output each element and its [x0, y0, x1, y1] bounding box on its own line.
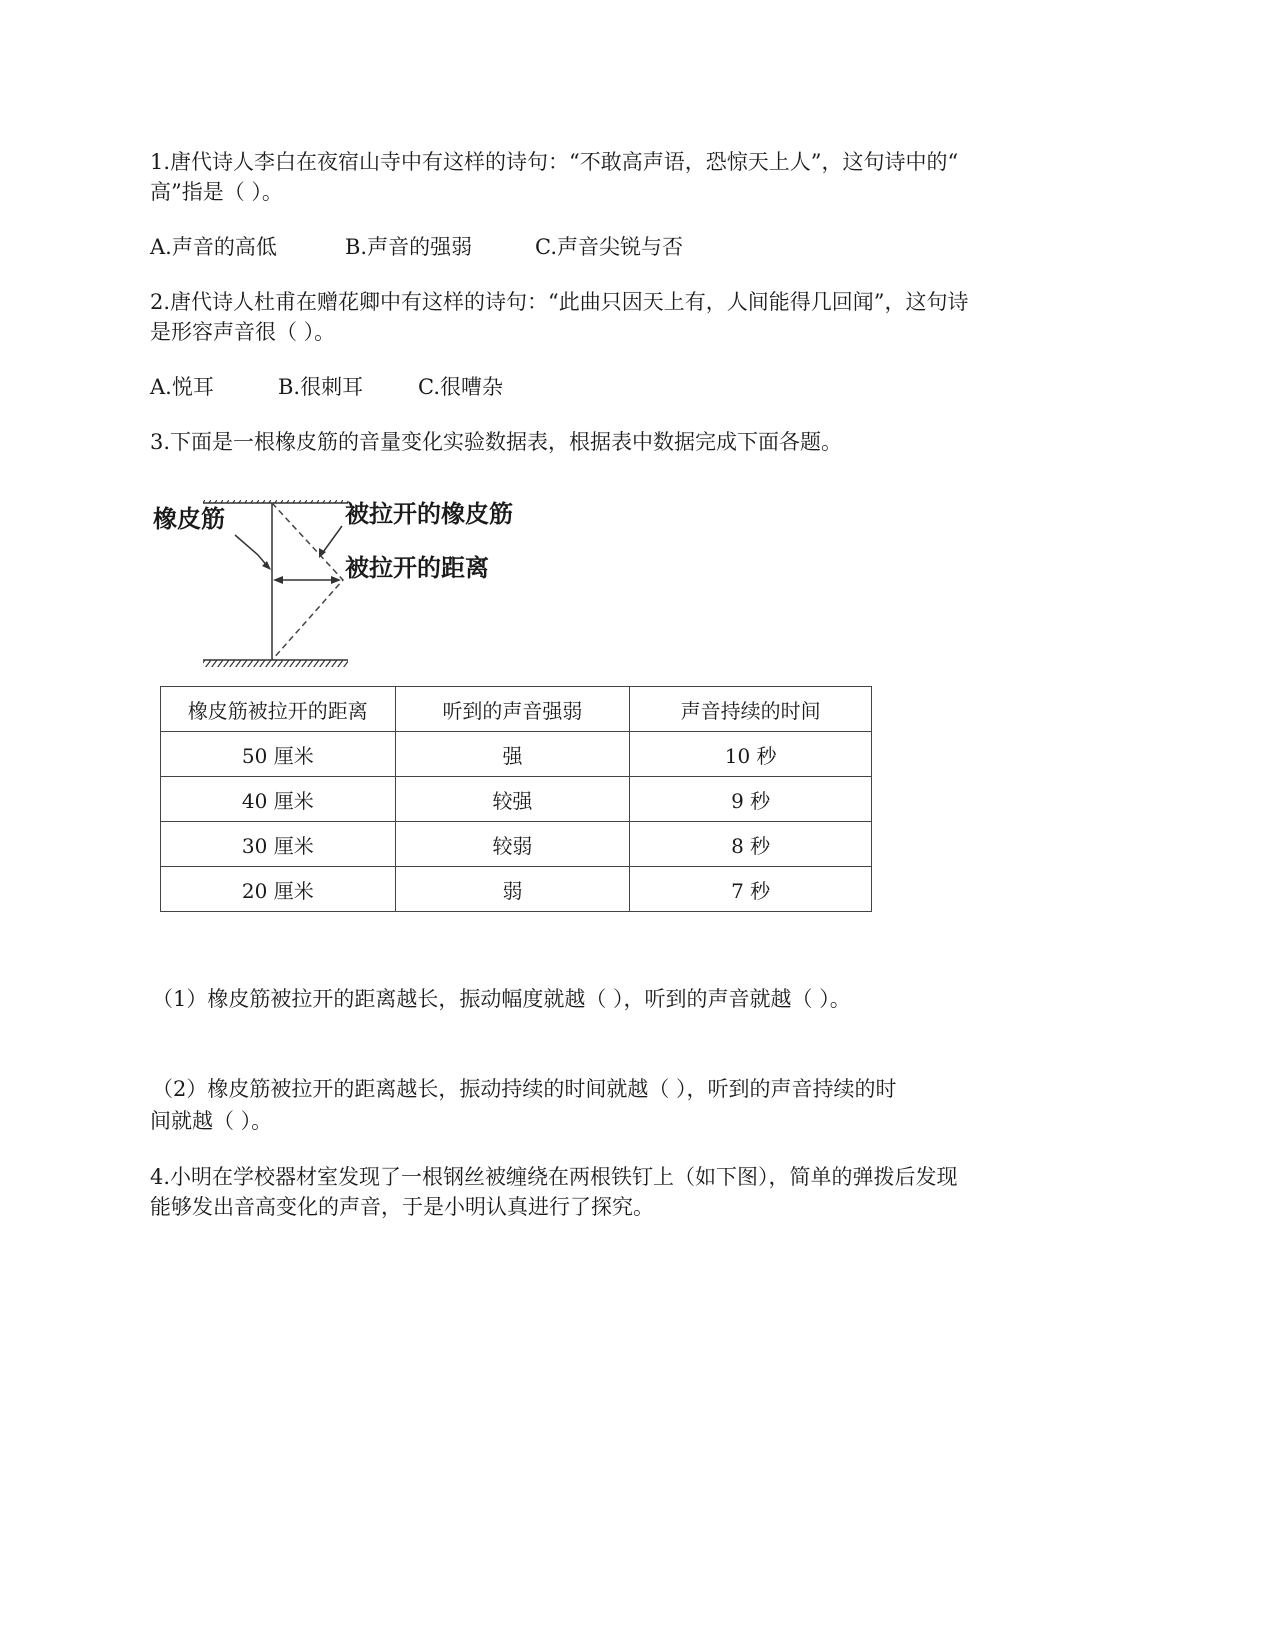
- q1-text-line2: 高”指是（ ）。: [150, 180, 283, 204]
- q1-option-a: A.声音的高低: [150, 235, 277, 259]
- table-cell-distance: 50 厘米: [161, 732, 396, 777]
- q3-sub2-line1: （2）橡皮筋被拉开的距离越长，振动持续的时间就越（ ），听到的声音持续的时: [152, 1077, 897, 1101]
- table-cell-distance: 30 厘米: [161, 822, 396, 867]
- q4-text-line2: 能够发出音高变化的声音，于是小明认真进行了探究。: [150, 1195, 654, 1219]
- table-cell-duration: 10 秒: [630, 732, 872, 777]
- table-cell-distance: 40 厘米: [161, 777, 396, 822]
- table-row: [161, 867, 872, 912]
- table-cell-loudness: 较弱: [395, 822, 630, 867]
- q2-text-line2: 是形容声音很（ ）。: [150, 320, 336, 344]
- label-stretched-band: 被拉开的橡皮筋: [345, 500, 513, 528]
- q3-intro: 3.下面是一根橡皮筋的音量变化实验数据表，根据表中数据完成下面各题。: [150, 430, 843, 454]
- label-rubber-band: 橡皮筋: [153, 505, 225, 533]
- q2-text-line1: 2.唐代诗人杜甫在赠花卿中有这样的诗句：“此曲只因天上有，人间能得几回闻”，这句诗: [150, 290, 969, 314]
- experiment-data-table: [160, 686, 872, 912]
- table-row: [161, 777, 872, 822]
- q2-option-c: C.很嘈杂: [418, 375, 503, 399]
- rubber-band-diagram: [145, 500, 565, 680]
- table-header-row: [161, 687, 872, 732]
- q2-option-a: A.悦耳: [150, 375, 214, 399]
- table-cell-duration: 7 秒: [630, 867, 872, 912]
- table-row: [161, 822, 872, 867]
- q3-sub1: （1）橡皮筋被拉开的距离越长，振动幅度就越（ ），听到的声音就越（ ）。: [152, 987, 851, 1011]
- q1-options: [150, 232, 683, 262]
- q2-option-b: B.很刺耳: [278, 375, 364, 399]
- q1-option-b: B.声音的强弱: [345, 235, 473, 259]
- table-row: [161, 732, 872, 777]
- q1-option-c: C.声音尖锐与否: [535, 235, 683, 259]
- q4-text-line1: 4.小明在学校器材室发现了一根钢丝被缠绕在两根铁钉上（如下图），简单的弹拨后发现: [150, 1165, 958, 1189]
- table-cell-loudness: 强: [395, 732, 630, 777]
- table-header-duration: 声音持续的时间: [630, 687, 872, 732]
- table-cell-distance: 20 厘米: [161, 867, 396, 912]
- label-stretched-distance: 被拉开的距离: [345, 554, 489, 582]
- table-cell-duration: 9 秒: [630, 777, 872, 822]
- table-cell-loudness: 弱: [395, 867, 630, 912]
- table-cell-loudness: 较强: [395, 777, 630, 822]
- q2-options: [150, 372, 503, 402]
- table-header-loudness: 听到的声音强弱: [395, 687, 630, 732]
- table-cell-duration: 8 秒: [630, 822, 872, 867]
- q1-text-line1: 1.唐代诗人李白在夜宿山寺中有这样的诗句：“不敢高声语，恐惊天上人”，这句诗中的“: [150, 150, 959, 174]
- q3-sub2-line2: 间就越（ ）。: [150, 1109, 273, 1133]
- table-header-distance: 橡皮筋被拉开的距离: [161, 687, 396, 732]
